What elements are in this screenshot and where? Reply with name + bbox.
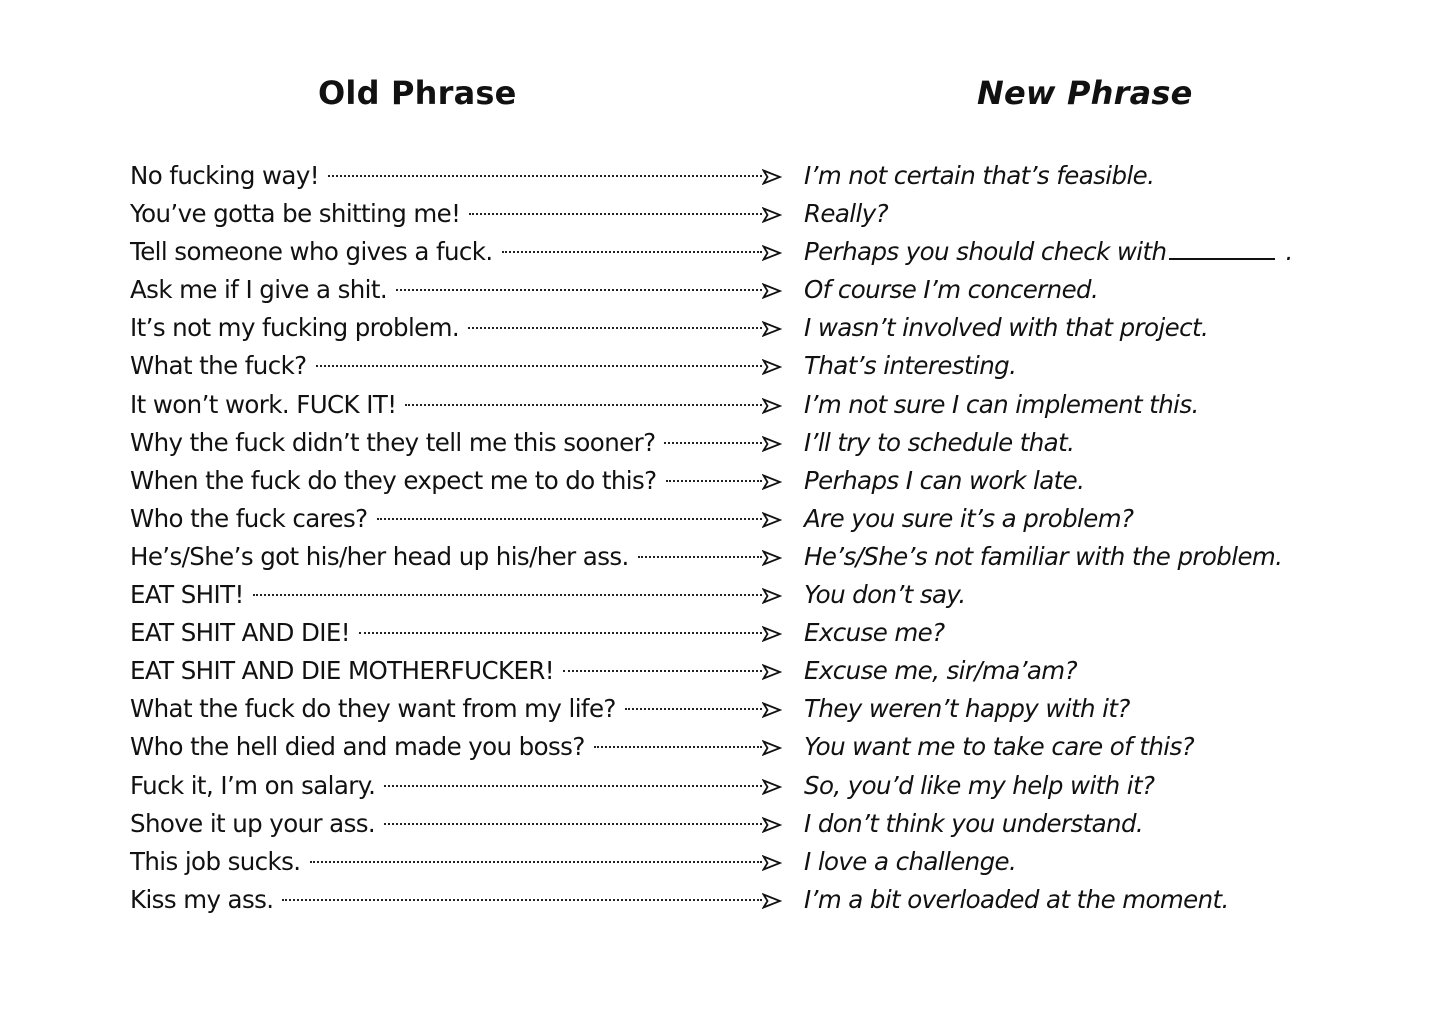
old-phrase-text: What the fuck do they want from my life? (130, 694, 616, 724)
phrase-row (130, 386, 1330, 424)
phrase-row (130, 881, 1330, 919)
dotted-leader (359, 631, 762, 634)
old-phrase-cell (130, 652, 782, 690)
old-phrase-text: Why the fuck didn’t they tell me this sooner? (130, 427, 656, 457)
old-phrase-heading: Old Phrase (318, 74, 517, 112)
old-phrase-cell (130, 728, 782, 766)
phrase-row (130, 538, 1330, 576)
arrow-right-icon (762, 398, 782, 414)
arrow-right-icon (762, 359, 782, 375)
phrase-row (130, 462, 1330, 500)
new-phrase-text: You want me to take care of this? (804, 732, 1195, 762)
new-phrase-text: I wasn’t involved with that project. (804, 313, 1209, 343)
new-phrase-text: I’m not sure I can implement this. (804, 389, 1199, 419)
new-phrase-text: I love a challenge. (804, 846, 1017, 876)
old-phrase-text: No fucking way! (130, 161, 319, 190)
arrow-right-icon (762, 893, 782, 909)
old-phrase-text: EAT SHIT AND DIE! (130, 618, 350, 648)
new-phrase-text: That’s interesting. (804, 351, 1017, 381)
old-phrase-cell (130, 347, 782, 385)
old-phrase-text: EAT SHIT AND DIE MOTHERFUCKER! (130, 656, 554, 686)
arrow-right-icon (762, 321, 782, 337)
old-phrase-text: Who the fuck cares? (130, 503, 368, 533)
dotted-leader (666, 479, 762, 482)
phrase-row (130, 843, 1330, 881)
new-phrase-text: I’m a bit overloaded at the moment. (804, 884, 1229, 914)
new-phrase-heading: New Phrase (977, 74, 1193, 112)
phrase-row (130, 690, 1330, 728)
new-phrase-text: Excuse me, sir/ma’am? (804, 656, 1077, 686)
new-phrase-text: You don’t say. (804, 580, 966, 610)
old-phrase-cell (130, 690, 782, 728)
phrase-row (130, 195, 1330, 233)
old-phrase-cell (130, 195, 782, 233)
phrase-row (130, 805, 1330, 843)
arrow-right-icon (762, 702, 782, 718)
old-phrase-cell (130, 881, 782, 919)
dotted-leader (384, 784, 762, 787)
old-phrase-text: EAT SHIT! (130, 580, 244, 610)
arrow-right-icon (762, 855, 782, 871)
old-phrase-cell (130, 271, 782, 309)
old-phrase-text: This job sucks. (130, 846, 301, 876)
dotted-leader (384, 822, 762, 825)
phrase-row (130, 347, 1330, 385)
old-phrase-text: Tell someone who gives a fuck. (130, 237, 493, 267)
old-phrase-text: Kiss my ass. (130, 884, 274, 914)
new-phrase-text: I’m not certain that’s feasible. (804, 161, 1155, 190)
new-phrase-text: They weren’t happy with it? (804, 694, 1130, 724)
dotted-leader (282, 898, 762, 901)
dotted-leader (563, 669, 762, 672)
phrase-row (130, 652, 1330, 690)
dotted-leader (328, 174, 762, 177)
old-phrase-cell (130, 843, 782, 881)
new-phrase-text: Excuse me? (804, 618, 945, 648)
arrow-right-icon (762, 779, 782, 795)
arrow-right-icon (762, 245, 782, 261)
old-phrase-text: It won’t work. FUCK IT! (130, 389, 397, 419)
old-phrase-text: When the fuck do they expect me to do this? (130, 465, 657, 495)
dotted-leader (253, 593, 762, 596)
arrow-right-icon (762, 626, 782, 642)
old-phrase-cell (130, 614, 782, 652)
phrase-list (130, 157, 1330, 919)
arrow-right-icon (762, 169, 782, 185)
new-phrase-text: I don’t think you understand. (804, 808, 1144, 838)
dotted-leader (625, 707, 762, 710)
arrow-right-icon (762, 207, 782, 223)
arrow-right-icon (762, 740, 782, 756)
arrow-right-icon (762, 550, 782, 566)
dotted-leader (316, 364, 762, 367)
new-phrase-text (804, 233, 1293, 271)
old-phrase-cell (130, 538, 782, 576)
phrase-row (130, 233, 1330, 271)
old-phrase-cell (130, 576, 782, 614)
arrow-right-icon (762, 474, 782, 490)
old-phrase-text: Who the hell died and made you boss? (130, 732, 585, 762)
arrow-right-icon (762, 664, 782, 680)
dotted-leader (469, 212, 762, 215)
phrase-row (130, 576, 1330, 614)
phrase-row (130, 424, 1330, 462)
old-phrase-cell (130, 767, 782, 805)
old-phrase-text: Fuck it, I’m on salary. (130, 770, 376, 800)
old-phrase-cell (130, 233, 782, 271)
old-phrase-cell (130, 500, 782, 538)
new-phrase-text: Really? (804, 199, 889, 229)
old-phrase-text: He’s/She’s got his/her head up his/her ass. (130, 541, 629, 571)
dotted-leader (405, 403, 762, 406)
new-phrase-main: Perhaps you should check with (804, 237, 1167, 267)
phrase-row (130, 271, 1330, 309)
old-phrase-cell (130, 805, 782, 843)
old-phrase-cell (130, 157, 782, 195)
old-phrase-text: Shove it up your ass. (130, 808, 376, 838)
old-phrase-text: Ask me if I give a shit. (130, 275, 388, 305)
dotted-leader (310, 860, 763, 863)
arrow-right-icon (762, 512, 782, 528)
phrase-row (130, 309, 1330, 347)
phrase-row (130, 500, 1330, 538)
dotted-leader (396, 288, 762, 291)
dotted-leader (468, 326, 762, 329)
old-phrase-cell (130, 386, 782, 424)
dotted-leader (664, 441, 762, 444)
phrase-row (130, 728, 1330, 766)
phrase-row (130, 614, 1330, 652)
old-phrase-cell (130, 462, 782, 500)
phrase-row (130, 767, 1330, 805)
new-phrase-text: Perhaps I can work late. (804, 465, 1085, 495)
new-phrase-text: I’ll try to schedule that. (804, 427, 1075, 457)
old-phrase-text: It’s not my fucking problem. (130, 313, 460, 343)
arrow-right-icon (762, 436, 782, 452)
dotted-leader (502, 250, 762, 253)
new-phrase-text: Are you sure it’s a problem? (804, 503, 1134, 533)
new-phrase-text: He’s/She’s not familiar with the problem. (804, 541, 1283, 571)
arrow-right-icon (762, 817, 782, 833)
old-phrase-cell (130, 309, 782, 347)
fill-in-blank-line (1169, 257, 1275, 260)
new-phrase-suffix: . (1285, 237, 1293, 267)
dotted-leader (594, 745, 762, 748)
old-phrase-text: What the fuck? (130, 351, 307, 381)
arrow-right-icon (762, 588, 782, 604)
phrase-row (130, 157, 1330, 195)
old-phrase-cell (130, 424, 782, 462)
arrow-right-icon (762, 283, 782, 299)
new-phrase-text: Of course I’m concerned. (804, 275, 1099, 305)
dotted-leader (638, 555, 762, 558)
dotted-leader (377, 517, 762, 520)
old-phrase-text: You’ve gotta be shitting me! (130, 199, 461, 229)
new-phrase-text: So, you’d like my help with it? (804, 770, 1155, 800)
